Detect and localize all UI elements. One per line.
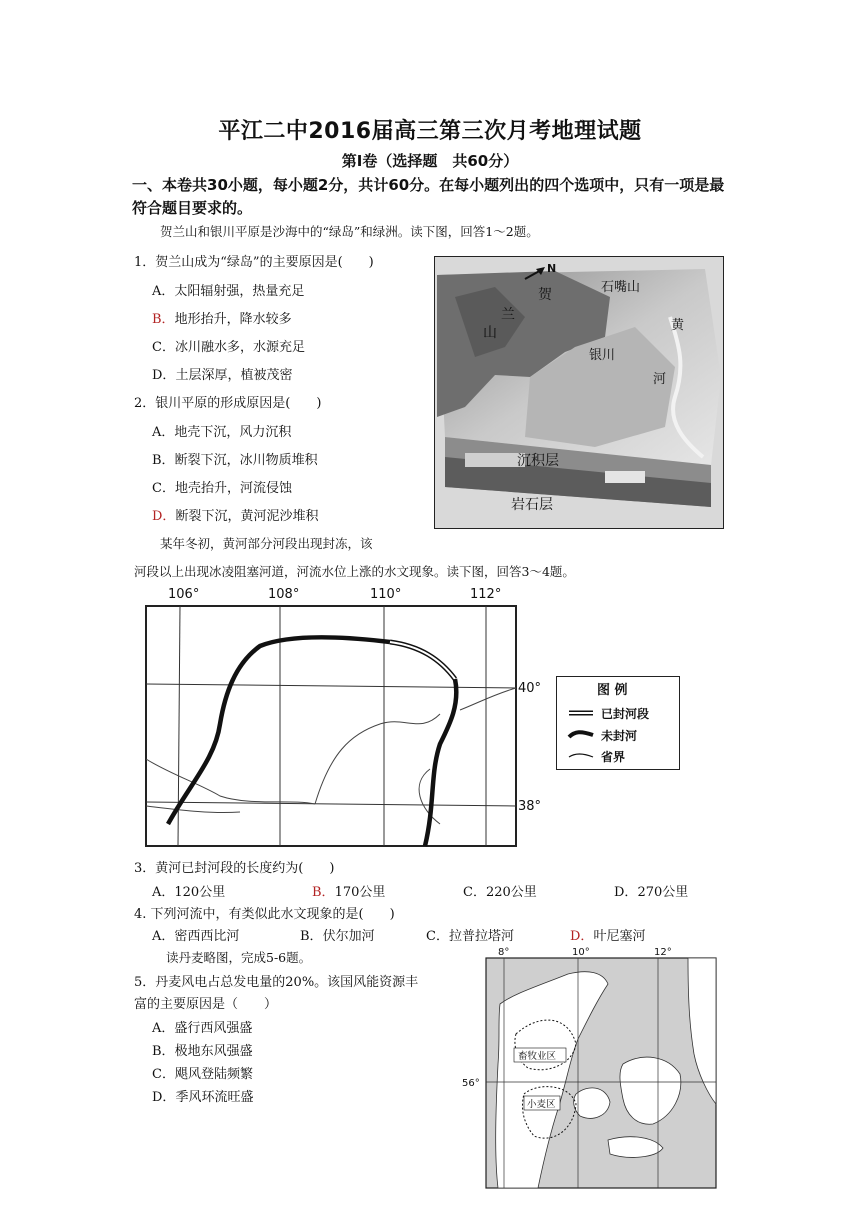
q2-stem: 2．银川平原的形成原因是( ): [134, 396, 322, 411]
lon-12-label: 12°: [654, 947, 672, 958]
section-title: 第Ⅰ卷（选择题 共60分）: [341, 152, 519, 170]
region-wheat-label: 小麦区: [527, 1099, 556, 1110]
group1-intro: 贺兰山和银川平原是沙海中的“绿岛”和绿洲。读下图，回答1～2题。: [160, 224, 539, 239]
legend-svg: [557, 677, 679, 769]
q5-option-b: B．极地东风强盛: [152, 1044, 253, 1059]
lon-108-label: 108°: [268, 587, 300, 602]
lat-40-label: 40°: [518, 681, 542, 696]
q5-stem-line1: 5．丹麦风电占总发电量的20%。该国风能资源丰: [134, 975, 419, 990]
page-title: 平江二中2016届高三第三次月考地理试题: [218, 119, 642, 144]
label-shan: 山: [483, 325, 497, 341]
label-shizuishan: 石嘴山: [601, 280, 641, 295]
q1-option-b: B．地形抬升，降水较多: [152, 312, 292, 327]
lon-110-label: 110°: [370, 587, 402, 602]
lat-56-label: 56°: [462, 1078, 480, 1089]
group2-intro-line1: 某年冬初，黄河部分河段出现封冻，该: [160, 536, 373, 551]
q5-stem-line2: 富的主要原因是（ ）: [134, 997, 278, 1012]
lon-106-label: 106°: [168, 587, 200, 602]
label-river: 河: [653, 372, 667, 387]
legend-title: 图 例: [597, 683, 628, 698]
label-he: 贺: [538, 287, 552, 303]
q4-option-b: B．伏尔加河: [300, 929, 375, 944]
q3-stem: 3．黄河已封河段的长度约为( ): [134, 861, 335, 876]
q4-stem: 4. 下列河流中，有类似此水文现象的是( ): [134, 907, 395, 922]
q5-option-a: A．盛行西风强盛: [152, 1021, 253, 1036]
label-lan: 兰: [501, 307, 515, 323]
north-label: N: [547, 262, 557, 275]
helan-block-svg: [435, 257, 723, 528]
lon-8-label: 8°: [498, 947, 510, 958]
denmark-svg: [458, 944, 720, 1190]
q4-option-d: D．叶尼塞河: [570, 929, 646, 944]
helan-block-diagram: [434, 256, 724, 529]
q3-option-d: D．270公里: [614, 885, 689, 900]
q1-option-d: D．土层深厚，植被茂密: [152, 368, 293, 383]
q3-option-c: C．220公里: [463, 885, 537, 900]
label-rock-layer: 岩石层: [511, 497, 553, 513]
instruction: 一、本卷共30小题，每小题2分，共计60分。在每小题列出的四个选项中，只有一项是最符合题目要求的。: [132, 176, 725, 217]
q2-option-b: B．断裂下沉，冰川物质堆积: [152, 453, 318, 468]
denmark-map: [458, 944, 720, 1190]
lat-38-label: 38°: [518, 799, 542, 814]
group2-intro-line2: 河段以上出现冰凌阻塞河道，河流水位上涨的水文现象。读下图，回答3～4题。: [134, 564, 575, 579]
q2-option-c: C．地壳抬升，河流侵蚀: [152, 481, 292, 496]
q4-option-a: A．密西西比河: [152, 929, 240, 944]
legend-unfrozen: 未封河: [601, 729, 638, 743]
region-livestock-label: 畜牧业区: [518, 1051, 557, 1062]
q3-option-a: A．120公里: [152, 885, 226, 900]
group3-intro: 读丹麦略图，完成5-6题。: [166, 950, 312, 965]
lon-112-label: 112°: [470, 587, 502, 602]
yellow-river-svg: [140, 584, 560, 850]
q4-option-c: C．拉普拉塔河: [426, 929, 514, 944]
map-legend: [556, 676, 680, 770]
yellow-river-map: [140, 584, 560, 850]
q1-stem: 1．贺兰山成为“绿岛”的主要原因是( ): [134, 255, 374, 270]
lon-10-label: 10°: [572, 947, 590, 958]
q2-option-d: D．断裂下沉，黄河泥沙堆积: [152, 509, 319, 524]
q1-option-c: C．冰川融水多，水源充足: [152, 340, 305, 355]
q5-option-c: C．飓风登陆频繁: [152, 1067, 253, 1082]
q1-option-a: A．太阳辐射强，热量充足: [152, 284, 305, 299]
q2-option-a: A．地壳下沉，风力沉积: [152, 425, 292, 440]
label-yinchuan: 银川: [589, 348, 616, 363]
legend-province-border: 省界: [601, 750, 626, 764]
legend-frozen: 已封河段: [601, 707, 650, 721]
q3-option-b: B．170公里: [312, 885, 386, 900]
label-sediment-layer: 沉积层: [517, 453, 559, 469]
label-huang: 黄: [671, 318, 685, 333]
q5-option-d: D．季风环流旺盛: [152, 1090, 254, 1105]
